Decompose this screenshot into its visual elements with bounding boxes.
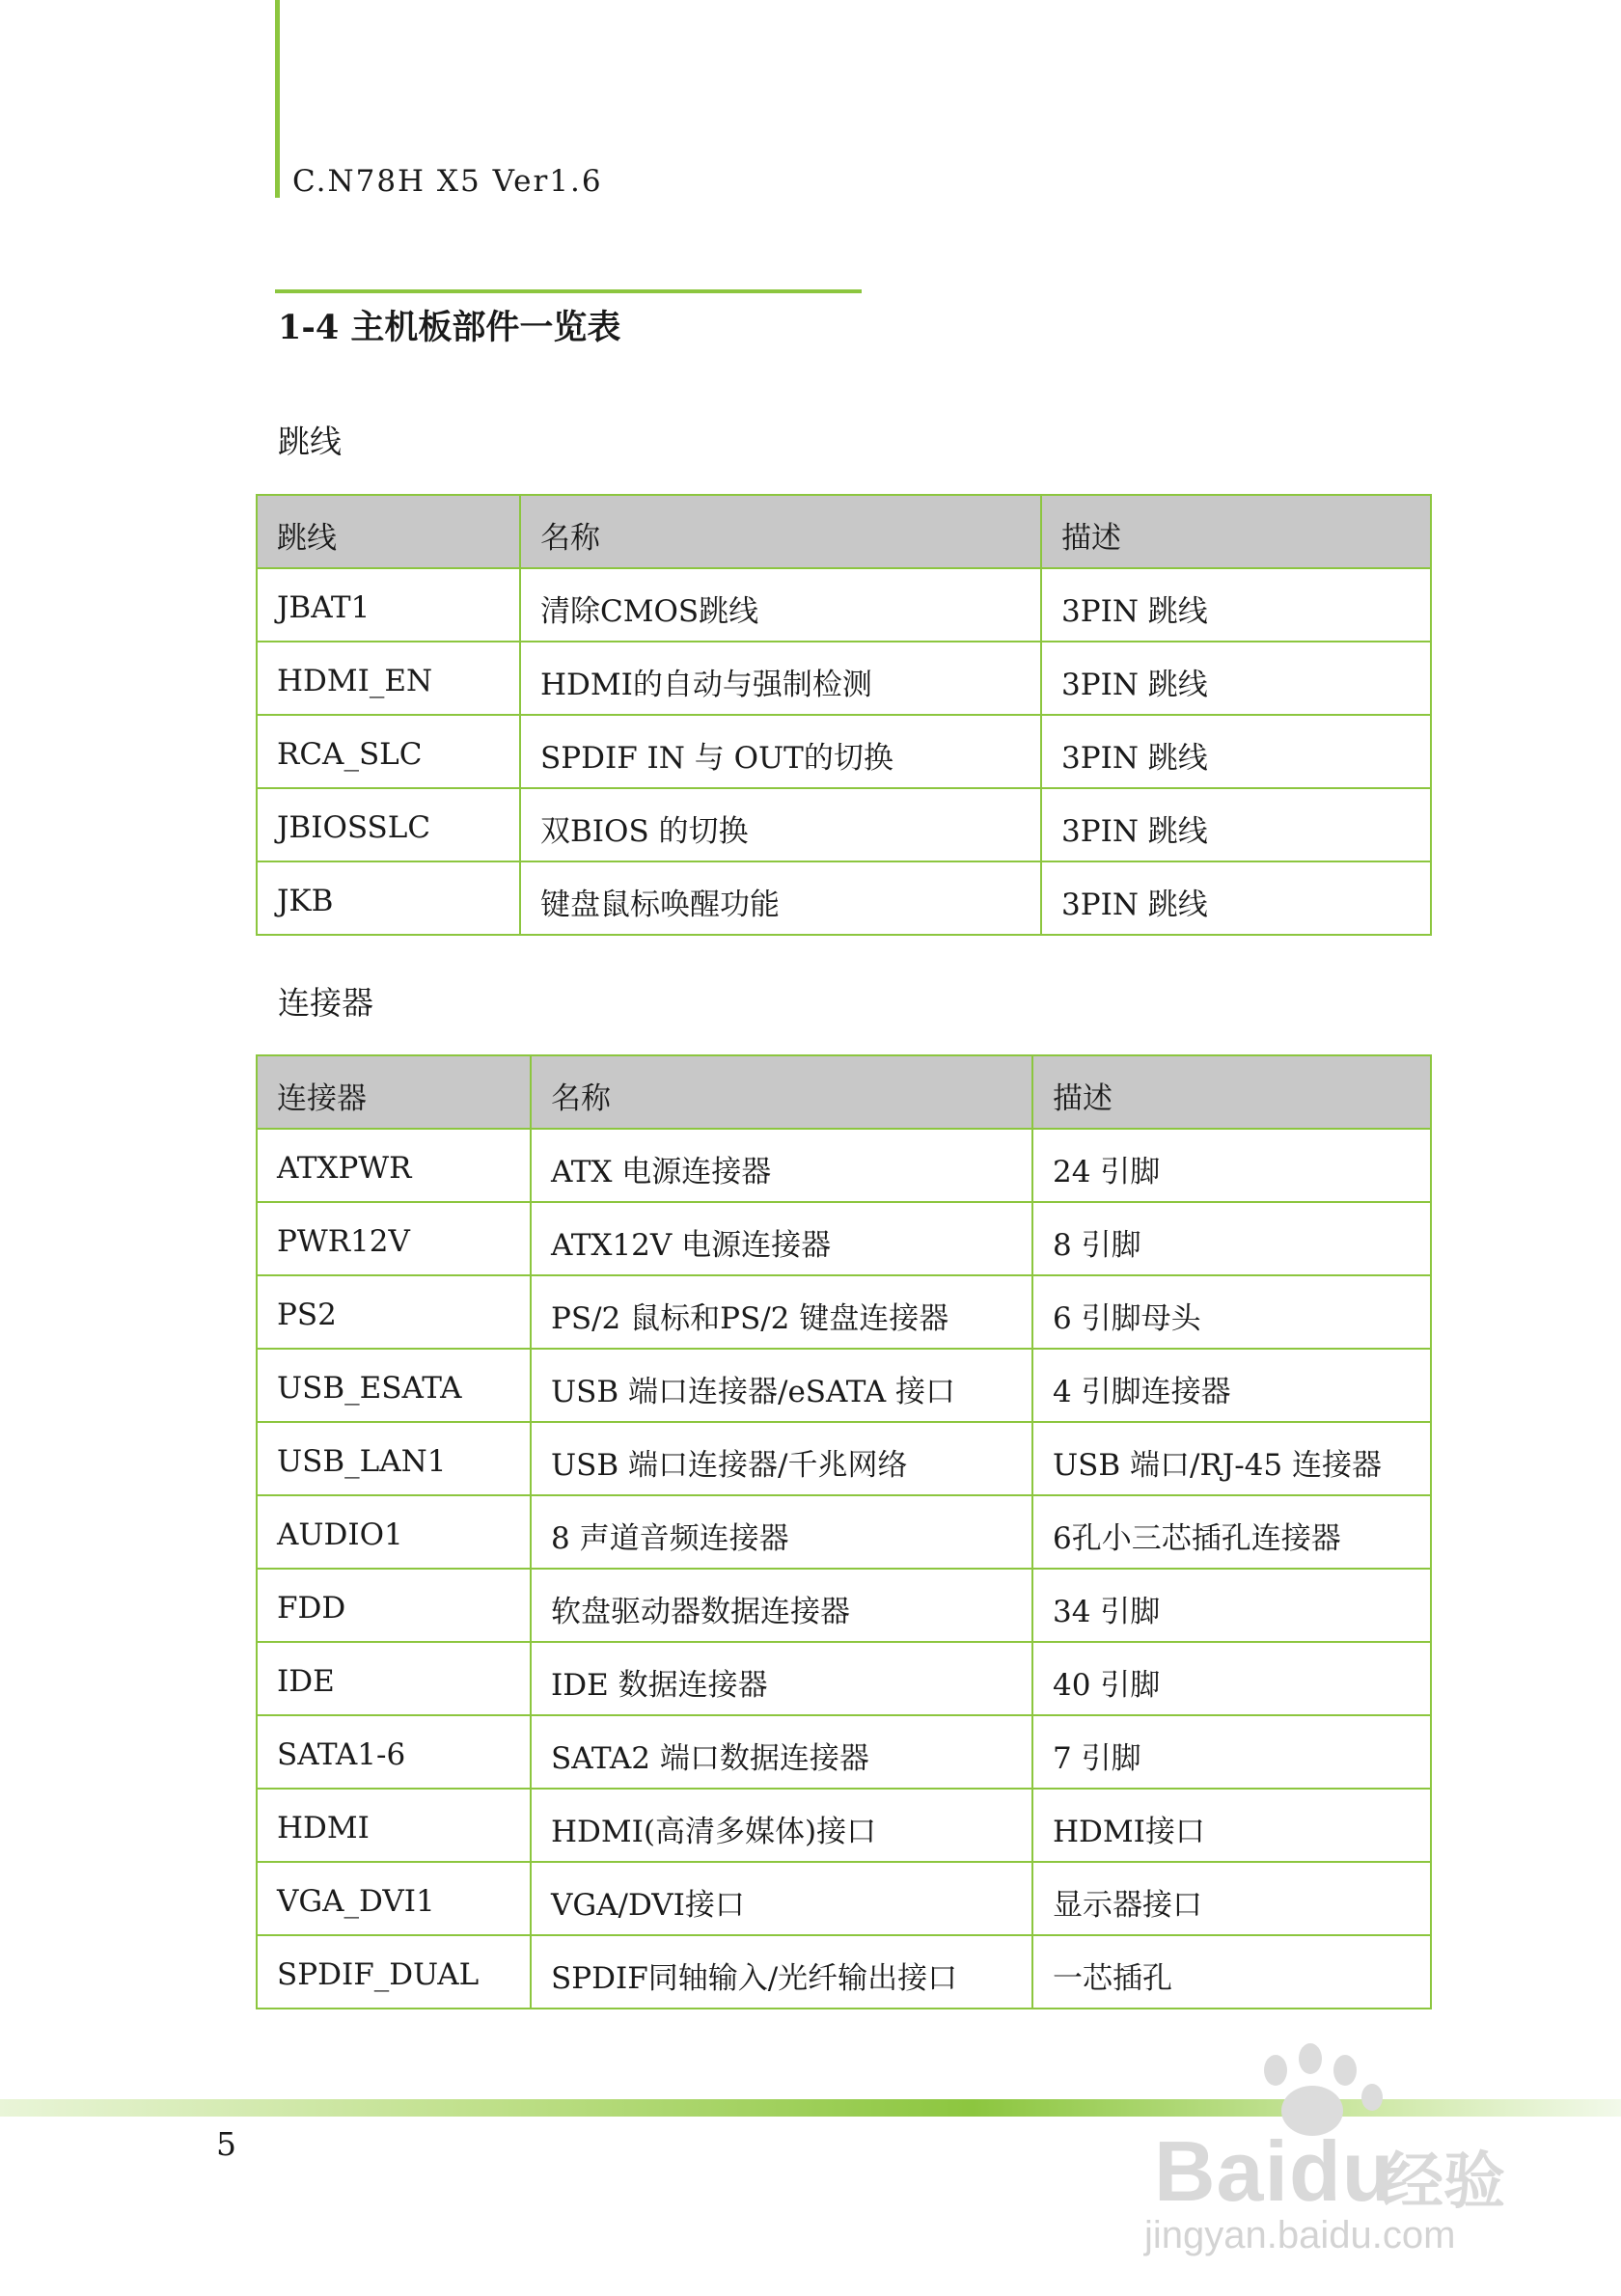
table-row [257, 1202, 1431, 1275]
table-cell: HDMI [257, 1789, 531, 1862]
table-row [257, 1715, 1431, 1789]
header-cell: 连接器 [257, 1055, 531, 1129]
watermark-product: 经验 [1382, 2146, 1505, 2216]
baidu-watermark [1139, 2036, 1544, 2257]
table-cell: HDMI接口 [1032, 1789, 1431, 1862]
table-cell: 7 引脚 [1032, 1715, 1431, 1789]
table-cell: PS/2 鼠标和PS/2 键盘连接器 [531, 1275, 1032, 1349]
table-cell: USB_ESATA [257, 1349, 531, 1422]
table-row [257, 1569, 1431, 1642]
table-row [257, 1129, 1431, 1202]
table-cell: 34 引脚 [1032, 1569, 1431, 1642]
table-row [257, 642, 1431, 715]
table-cell: SPDIF_DUAL [257, 1935, 531, 2009]
table-cell: HDMI的自动与强制检测 [520, 642, 1041, 715]
header-cell: 名称 [520, 495, 1041, 568]
table-cell: 显示器接口 [1032, 1862, 1431, 1935]
table-cell: 3PIN 跳线 [1041, 568, 1431, 642]
table-cell: PS2 [257, 1275, 531, 1349]
header-cell: 描述 [1032, 1055, 1431, 1129]
table-cell: RCA_SLC [257, 715, 520, 788]
table-cell: 3PIN 跳线 [1041, 715, 1431, 788]
header-cell: 描述 [1041, 495, 1431, 568]
table-cell: 软盘驱动器数据连接器 [531, 1569, 1032, 1642]
section-title: 1-4 主机板部件一览表 [278, 308, 621, 347]
table-cell: 键盘鼠标唤醒功能 [520, 861, 1041, 935]
table-row [257, 861, 1431, 935]
table-row [257, 788, 1431, 861]
table-row [257, 1275, 1431, 1349]
table-cell: USB 端口连接器/千兆网络 [531, 1422, 1032, 1495]
table-cell: PWR12V [257, 1202, 531, 1275]
table-cell: 6 引脚母头 [1032, 1275, 1431, 1349]
table-row [257, 1495, 1431, 1569]
jumpers-caption: 跳线 [278, 423, 342, 460]
table-cell: ATX 电源连接器 [531, 1129, 1032, 1202]
table-cell: FDD [257, 1569, 531, 1642]
watermark-url: jingyan.baidu.com [1144, 2214, 1456, 2256]
table-cell: HDMI_EN [257, 642, 520, 715]
connectors-caption: 连接器 [278, 984, 373, 1022]
table-cell: JBAT1 [257, 568, 520, 642]
table-row [257, 1642, 1431, 1715]
table-cell: USB 端口连接器/eSATA 接口 [531, 1349, 1032, 1422]
page-number: 5 [216, 2125, 236, 2163]
table-cell: SPDIF同轴输入/光纤输出接口 [531, 1935, 1032, 2009]
table-header-row [257, 495, 1431, 568]
table-cell: ATXPWR [257, 1129, 531, 1202]
table-cell: SATA2 端口数据连接器 [531, 1715, 1032, 1789]
table-row [257, 1349, 1431, 1422]
table-cell: ATX12V 电源连接器 [531, 1202, 1032, 1275]
table-cell: HDMI(高清多媒体)接口 [531, 1789, 1032, 1862]
table-row [257, 1422, 1431, 1495]
table-cell: SPDIF IN 与 OUT的切换 [520, 715, 1041, 788]
table-cell: 8 声道音频连接器 [531, 1495, 1032, 1569]
table-cell: VGA/DVI接口 [531, 1862, 1032, 1935]
table-cell: SATA1-6 [257, 1715, 531, 1789]
header-cell: 跳线 [257, 495, 520, 568]
table-cell: 3PIN 跳线 [1041, 642, 1431, 715]
table-cell: 清除CMOS跳线 [520, 568, 1041, 642]
table-cell: JKB [257, 861, 520, 935]
table-cell: 一芯插孔 [1032, 1935, 1431, 2009]
table-row [257, 568, 1431, 642]
table-cell: IDE 数据连接器 [531, 1642, 1032, 1715]
table-cell: 24 引脚 [1032, 1129, 1431, 1202]
table-cell: 8 引脚 [1032, 1202, 1431, 1275]
table-cell: USB_LAN1 [257, 1422, 531, 1495]
table-row [257, 1862, 1431, 1935]
table-cell: 双BIOS 的切换 [520, 788, 1041, 861]
table-cell: 40 引脚 [1032, 1642, 1431, 1715]
table-cell: USB 端口/RJ-45 连接器 [1032, 1422, 1431, 1495]
jumpers-table [256, 494, 1432, 936]
table-cell: IDE [257, 1642, 531, 1715]
table-cell: VGA_DVI1 [257, 1862, 531, 1935]
table-row [257, 1789, 1431, 1862]
watermark-brand: Baidu [1154, 2123, 1395, 2219]
table-cell: 6孔小三芯插孔连接器 [1032, 1495, 1431, 1569]
section-divider [275, 289, 862, 293]
connectors-table [256, 1054, 1432, 2009]
model-name: C.N78H X5 Ver1.6 [292, 164, 603, 199]
table-row [257, 1935, 1431, 2009]
table-cell: 4 引脚连接器 [1032, 1349, 1431, 1422]
table-cell: JBIOSSLC [257, 788, 520, 861]
table-cell: 3PIN 跳线 [1041, 861, 1431, 935]
table-row [257, 715, 1431, 788]
header-accent-line [275, 0, 280, 198]
table-header-row [257, 1055, 1431, 1129]
header-cell: 名称 [531, 1055, 1032, 1129]
table-cell: 3PIN 跳线 [1041, 788, 1431, 861]
table-cell: AUDIO1 [257, 1495, 531, 1569]
